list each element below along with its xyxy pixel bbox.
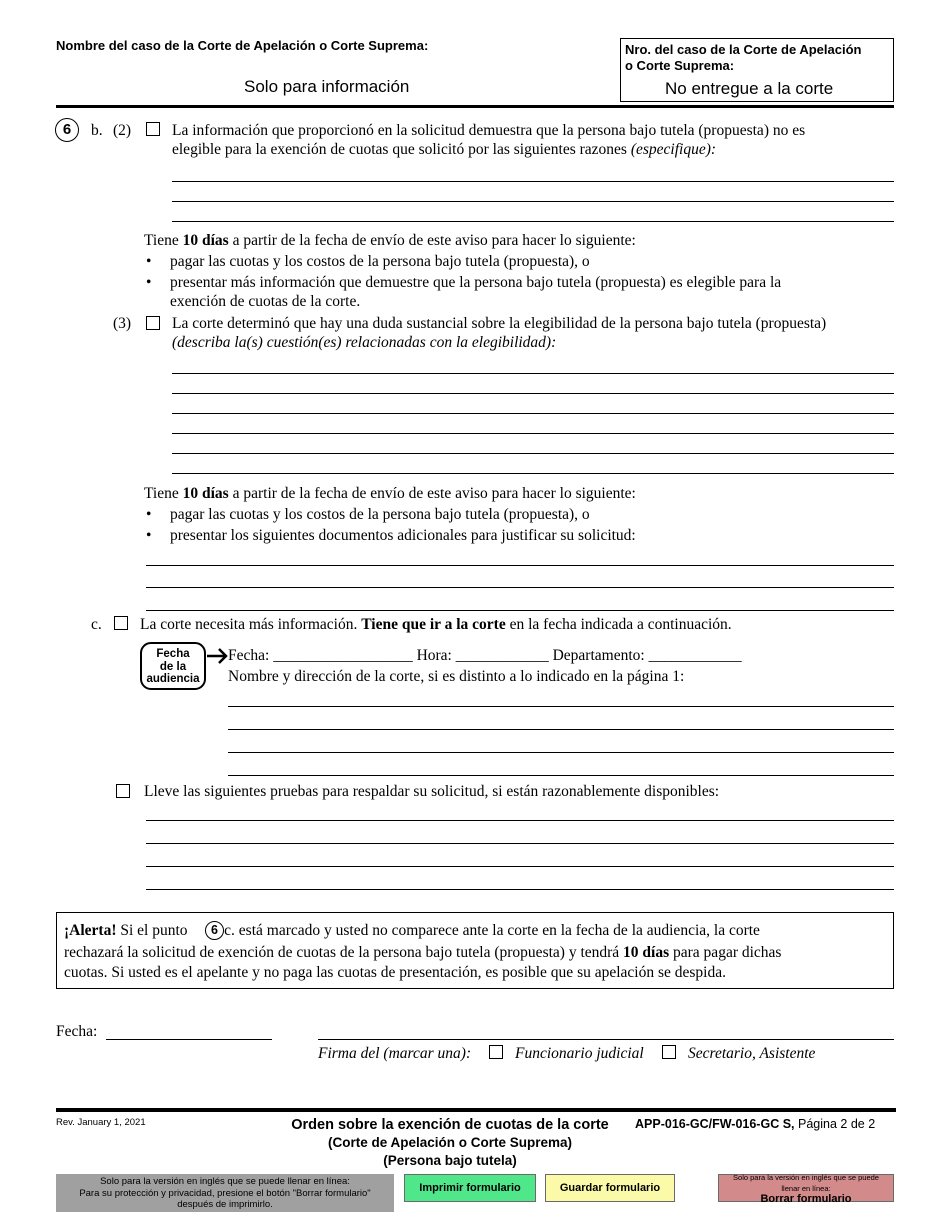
- docs-line-2[interactable]: [146, 587, 894, 588]
- b3-line-5[interactable]: [172, 453, 894, 454]
- b3-line-4[interactable]: [172, 433, 894, 434]
- bullet-1a: pagar las cuotas y los costos de la persona bajo tutela (propuesta), o: [170, 253, 590, 270]
- header-divider: [56, 105, 894, 108]
- court-address-label: Nombre y dirección de la corte, si es distinto a lo indicado en la página 1:: [228, 668, 685, 685]
- case-number-box: [620, 38, 894, 102]
- item-b3-label: (3): [113, 315, 132, 332]
- alert-line-2: rechazará la solicitud de exención de cuotas de la persona bajo tutela (propuesta) y tendrá 10 días para pagar dichas: [64, 944, 782, 961]
- judicial-officer-label: Funcionario judicial: [515, 1045, 644, 1062]
- bullet-1b: presentar más información que demuestre que la persona bajo tutela (propuesta) es elegible para la exención de cuotas de la corte.: [170, 274, 782, 310]
- b3-line-2[interactable]: [172, 393, 894, 394]
- clear-form-button[interactable]: Solo para la versión en inglés que se puede llenar en línea: Borrar formulario: [718, 1174, 894, 1202]
- bullet-mark: •: [146, 527, 152, 544]
- address-line-3[interactable]: [228, 752, 894, 753]
- hearing-fields[interactable]: Fecha: __________________ Hora: ____________ Departamento: ____________: [228, 647, 742, 664]
- date-line[interactable]: [106, 1039, 272, 1040]
- c-checkbox[interactable]: [114, 616, 128, 630]
- address-line-4[interactable]: [228, 775, 894, 776]
- save-form-button[interactable]: Guardar formulario: [545, 1174, 675, 1202]
- evidence-line-1[interactable]: [146, 820, 894, 821]
- footer-divider: [56, 1108, 896, 1112]
- item-b-label: b.: [91, 122, 103, 139]
- bullet-2a: pagar las cuotas y los costos de la persona bajo tutela (propuesta), o: [170, 506, 590, 523]
- evidence-checkbox[interactable]: [116, 784, 130, 798]
- evidence-line-2[interactable]: [146, 843, 894, 844]
- bullet-mark: •: [146, 253, 152, 270]
- judicial-officer-checkbox[interactable]: [489, 1045, 503, 1059]
- b2-line-1[interactable]: [172, 181, 894, 182]
- item-c-label: c.: [91, 616, 102, 633]
- b3-checkbox[interactable]: [146, 316, 160, 330]
- revision-date: Rev. January 1, 2021: [56, 1117, 146, 1128]
- alert-item-6-circle: 6: [205, 921, 224, 940]
- docs-line-3[interactable]: [146, 610, 894, 611]
- arrow-right-icon: [206, 646, 230, 666]
- clerk-label: Secretario, Asistente: [688, 1045, 816, 1062]
- evidence-line-3[interactable]: [146, 866, 894, 867]
- alert-box: [56, 912, 894, 989]
- case-number-value: No entregue a la corte: [665, 79, 834, 98]
- signature-line[interactable]: [318, 1039, 894, 1040]
- b2-line-3[interactable]: [172, 221, 894, 222]
- address-line-1[interactable]: [228, 706, 894, 707]
- hearing-date-badge: Fecha de la audiencia: [140, 642, 206, 690]
- case-name-label: Nombre del caso de la Corte de Apelación o Corte Suprema:: [56, 38, 429, 53]
- deadline-2: Tiene 10 días a partir de la fecha de envío de este aviso para hacer lo siguiente:: [144, 485, 636, 502]
- evidence-line-4[interactable]: [146, 889, 894, 890]
- bullet-2b: presentar los siguientes documentos adicionales para justificar su solicitud:: [170, 527, 636, 544]
- item-6-circle: 6: [55, 118, 79, 142]
- c-text: La corte necesita más información. Tiene que ir a la corte en la fecha indicada a continuación.: [140, 616, 732, 633]
- evidence-text: Lleve las siguientes pruebas para respaldar su solicitud, si están razonablemente disponibles:: [144, 783, 720, 800]
- b3-line-1[interactable]: [172, 373, 894, 374]
- case-number-label: Nro. del caso de la Corte de Apelación o Corte Suprema:: [625, 42, 862, 73]
- item-b2-label: (2): [113, 122, 132, 139]
- clerk-checkbox[interactable]: [662, 1045, 676, 1059]
- sign-label: Firma del (marcar una):: [318, 1045, 472, 1062]
- print-form-button[interactable]: Imprimir formulario: [404, 1174, 536, 1202]
- b2-line-2[interactable]: [172, 201, 894, 202]
- b3-line-6[interactable]: [172, 473, 894, 474]
- bullet-mark: •: [146, 506, 152, 523]
- address-line-2[interactable]: [228, 729, 894, 730]
- case-name-value: Solo para información: [244, 77, 410, 96]
- date-label: Fecha:: [56, 1023, 98, 1040]
- alert-line-3: cuotas. Si usted es el apelante y no paga las cuotas de presentación, es posible que su apelación se despida.: [64, 964, 726, 981]
- docs-line-1[interactable]: [146, 565, 894, 566]
- deadline-1: Tiene 10 días a partir de la fecha de envío de este aviso para hacer lo siguiente:: [144, 232, 636, 249]
- alert-line-1: ¡Alerta! Si el punto c. está marcado y usted no comparece ante la corte en la fecha de la audiencia, la corte: [64, 922, 760, 939]
- form-number: APP-016-GC/FW-016-GC S, Página 2 de 2: [635, 1117, 876, 1131]
- b3-line-3[interactable]: [172, 413, 894, 414]
- b2-text: La información que proporcionó en la solicitud demuestra que la persona bajo tutela (propuesta) no es elegible para la exención de cuotas que solicitó por las siguientes razones (especifique):: [172, 122, 806, 158]
- b3-text: La corte determinó que hay una duda sustancial sobre la elegibilidad de la persona bajo tutela (propuesta) (describa la(s) cuestión(es) relacionadas con la elegibilidad):: [172, 315, 827, 351]
- bullet-mark: •: [146, 274, 152, 291]
- b2-checkbox[interactable]: [146, 122, 160, 136]
- online-notice: Solo para la versión en inglés que se puede llenar en línea: Para su protección y privacidad, presione el botón "Borrar formulario" después de imprimirlo.: [56, 1174, 394, 1212]
- form-title: Orden sobre la exención de cuotas de la corte (Corte de Apelación o Corte Suprema) (Persona bajo tutela): [291, 1117, 609, 1168]
